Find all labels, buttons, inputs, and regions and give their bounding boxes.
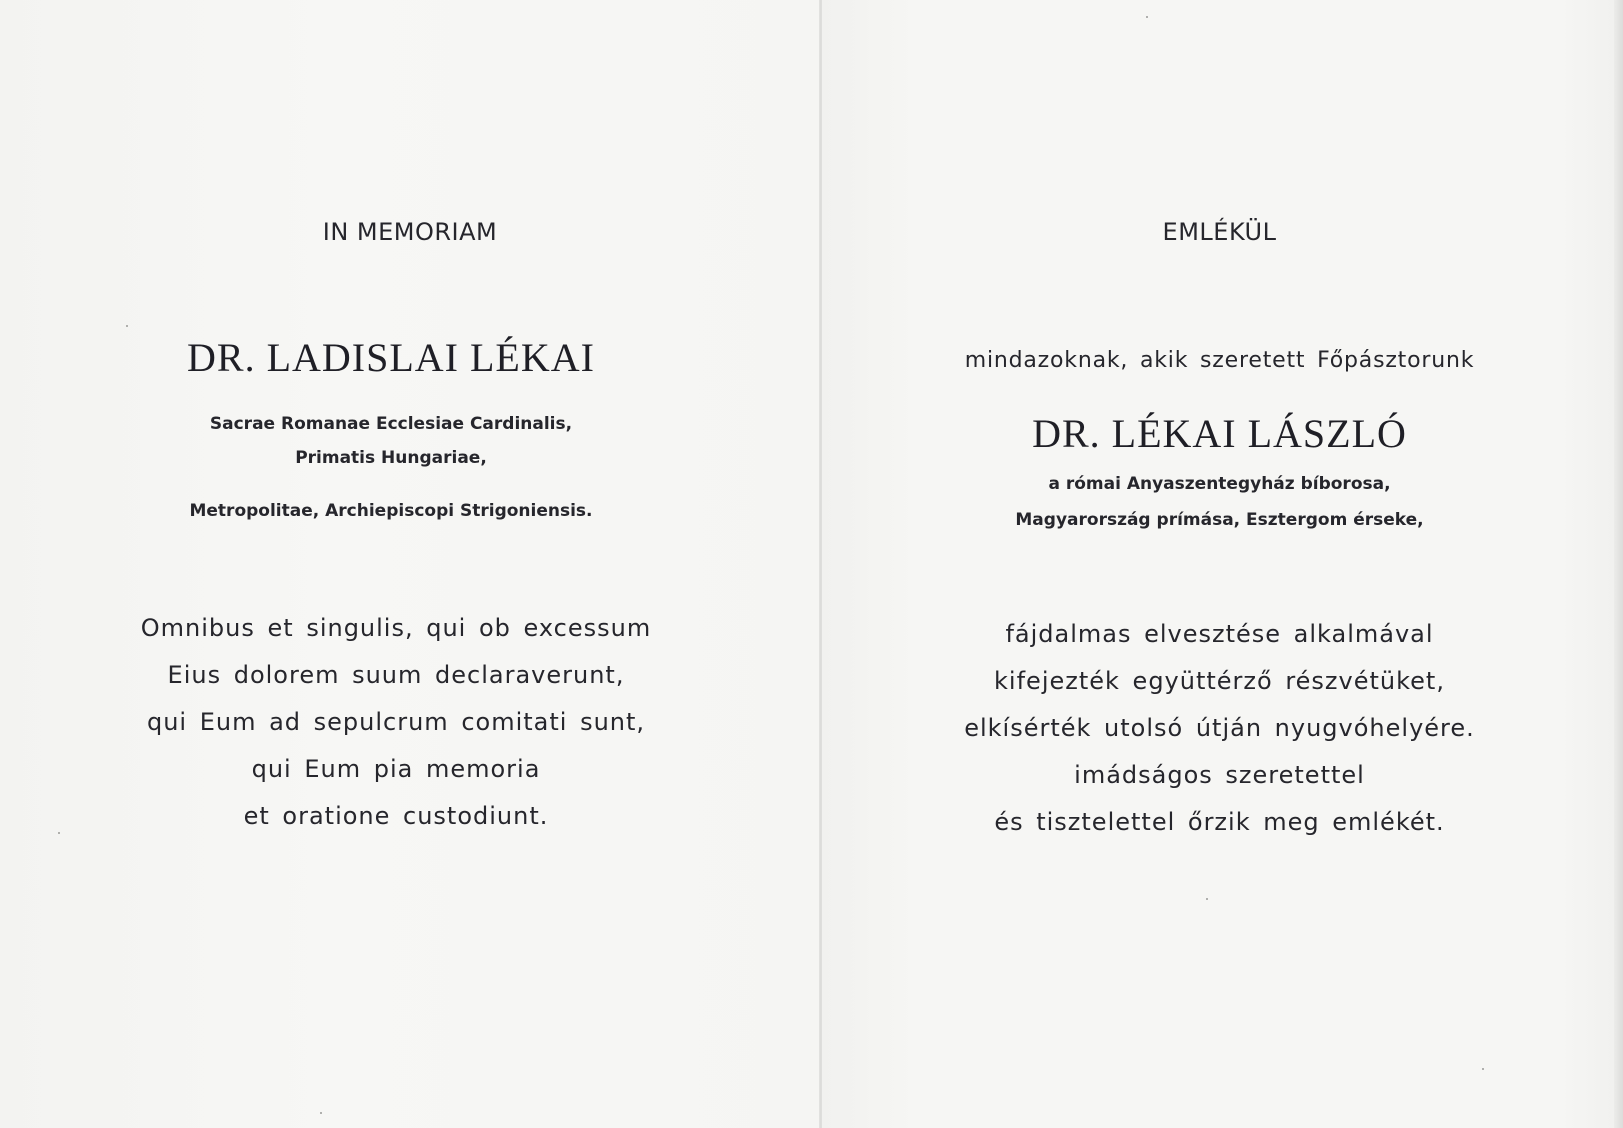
- title-line: Metropolitae, Archiepiscopi Strigoniensis.: [189, 501, 593, 521]
- title-line: a római Anyaszentegyház bíborosa,: [1048, 474, 1391, 494]
- title-line: Magyarország prímása, Esztergom érseke,: [1015, 510, 1424, 530]
- paper-speck: [1482, 1068, 1484, 1070]
- title-line: Sacrae Romanae Ecclesiae Cardinalis,: [209, 414, 573, 434]
- intro-line: mindazoknak, akik szeretett Főpásztorunk: [964, 348, 1475, 373]
- dedication-line: Omnibus et singulis, qui ob excessum: [140, 614, 652, 642]
- dedication-line: elkísérték utolsó útján nyugvóhelyére.: [964, 714, 1475, 742]
- paper-speck: [1206, 898, 1208, 900]
- paper-speck: [1146, 16, 1148, 18]
- page-heading: IN MEMORIAM: [322, 218, 498, 246]
- hungarian-page: [822, 0, 1623, 1128]
- dedication-line: és tisztelettel őrzik meg emlékét.: [994, 808, 1445, 836]
- cardinal-name-hungarian: DR. LÉKAI LÁSZLÓ: [1032, 411, 1407, 456]
- title-line: Primatis Hungariae,: [295, 448, 487, 468]
- dedication-line: et oratione custodiunt.: [243, 802, 549, 830]
- dedication-line: imádságos szeretettel: [1074, 761, 1365, 789]
- cardinal-name-latin: DR. LADISLAI LÉKAI: [187, 335, 595, 380]
- page-heading: EMLÉKÜL: [1162, 218, 1277, 246]
- dedication-line: qui Eum ad sepulcrum comitati sunt,: [146, 708, 646, 736]
- paper-speck: [58, 832, 60, 834]
- paper-speck: [320, 1112, 322, 1114]
- paper-speck: [126, 325, 128, 327]
- dedication-line: fájdalmas elvesztése alkalmával: [1005, 620, 1434, 648]
- card-edge: [1614, 0, 1623, 1128]
- dedication-line: qui Eum pia memoria: [251, 755, 541, 783]
- dedication-line: kifejezték együttérző részvétüket,: [994, 667, 1445, 695]
- dedication-line: Eius dolorem suum declaraverunt,: [167, 661, 625, 689]
